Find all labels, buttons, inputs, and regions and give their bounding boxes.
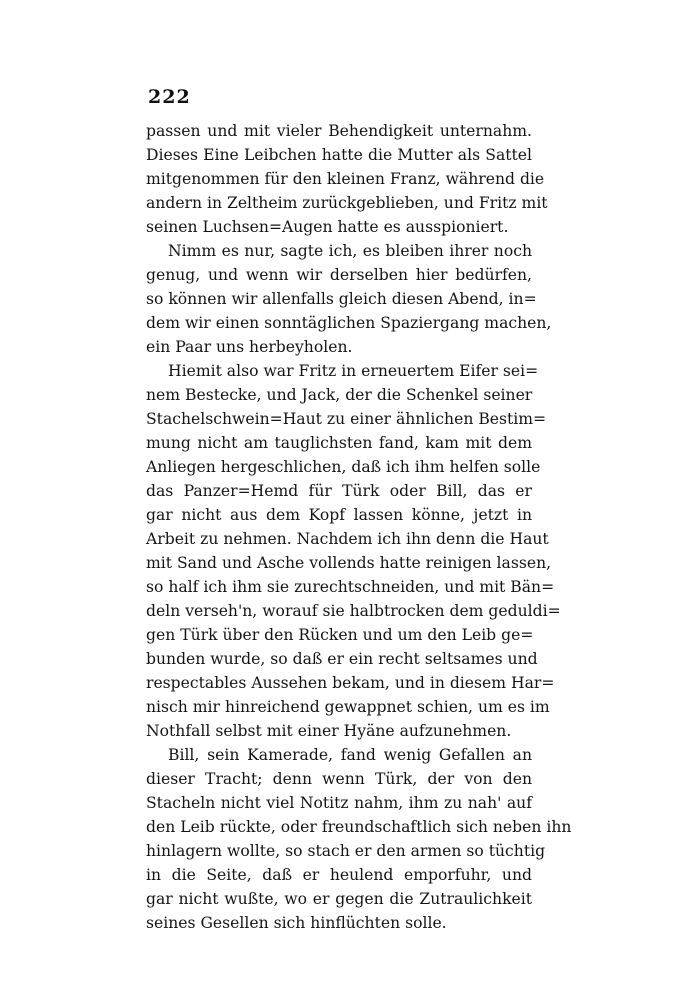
text-line: mitgenommen für den kleinen Franz, während die bbox=[146, 170, 545, 188]
body-text bbox=[146, 119, 572, 935]
text-line: Stacheln nicht viel Notitz nahm, ihm zu nah' auf bbox=[146, 794, 532, 812]
text-line: Arbeit zu nehmen. Nachdem ich ihn denn die Haut bbox=[146, 530, 549, 548]
text-line: dem wir einen sonntäglichen Spaziergang machen, bbox=[146, 314, 552, 332]
text-line: in die Seite, daß er heulend emporfuhr, und bbox=[146, 866, 532, 884]
text-line: passen und mit vieler Behendigkeit unternahm. bbox=[146, 122, 532, 140]
page-number: 222 bbox=[148, 86, 191, 108]
text-line: nisch mir hinreichend gewappnet schien, um es im bbox=[146, 698, 550, 716]
text-line: Nimm es nur, sagte ich, es bleiben ihrer noch bbox=[168, 242, 532, 260]
text-line: Stachelschwein=Haut zu einer ähnlichen Bestim= bbox=[146, 410, 547, 428]
text-line: Nothfall selbst mit einer Hyäne aufzunehmen. bbox=[146, 722, 512, 740]
text-line: Bill, sein Kamerade, fand wenig Gefallen an bbox=[168, 746, 532, 764]
text-line: bunden wurde, so daß er ein recht seltsames und bbox=[146, 650, 538, 668]
text-line: das Panzer=Hemd für Türk oder Bill, das er bbox=[146, 482, 532, 500]
text-line: den Leib rückte, oder freundschaftlich sich neben ihn bbox=[146, 818, 572, 836]
text-line: Dieses Eine Leibchen hatte die Mutter als Sattel bbox=[146, 146, 532, 164]
text-line: seines Gesellen sich hinflüchten solle. bbox=[146, 914, 447, 932]
text-line: so half ich ihm sie zurechtschneiden, und mit Bän= bbox=[146, 578, 555, 596]
text-line: dieser Tracht; denn wenn Türk, der von den bbox=[146, 770, 532, 788]
text-line: Hiemit also war Fritz in erneuertem Eifer sei= bbox=[168, 362, 539, 380]
text-line: Anliegen hergeschlichen, daß ich ihm helfen solle bbox=[146, 458, 541, 476]
text-line: hinlagern wollte, so stach er den armen so tüchtig bbox=[146, 842, 546, 860]
text-line: gen Türk über den Rücken und um den Leib ge= bbox=[146, 626, 534, 644]
text-line: deln verseh'n, worauf sie halbtrocken dem geduldi= bbox=[146, 602, 561, 620]
text-line: nem Bestecke, und Jack, der die Schenkel seiner bbox=[146, 386, 533, 404]
text-line: mit Sand und Asche vollends hatte reinigen lassen, bbox=[146, 554, 552, 572]
text-line: gar nicht wußte, wo er gegen die Zutraulichkeit bbox=[146, 890, 532, 908]
text-line: ein Paar uns herbeyholen. bbox=[146, 338, 353, 356]
text-line: gar nicht aus dem Kopf lassen könne, jetzt in bbox=[146, 506, 532, 524]
text-line: seinen Luchsen=Augen hatte es ausspioniert. bbox=[146, 218, 509, 236]
text-line: andern in Zeltheim zurückgeblieben, und Fritz mit bbox=[146, 194, 548, 212]
text-line: genug, und wenn wir derselben hier bedürfen, bbox=[146, 266, 532, 284]
text-line: respectables Aussehen bekam, und in diesem Har= bbox=[146, 674, 555, 692]
text-line: so können wir allenfalls gleich diesen Abend, in= bbox=[146, 290, 537, 308]
text-line: mung nicht am tauglichsten fand, kam mit dem bbox=[146, 434, 532, 452]
